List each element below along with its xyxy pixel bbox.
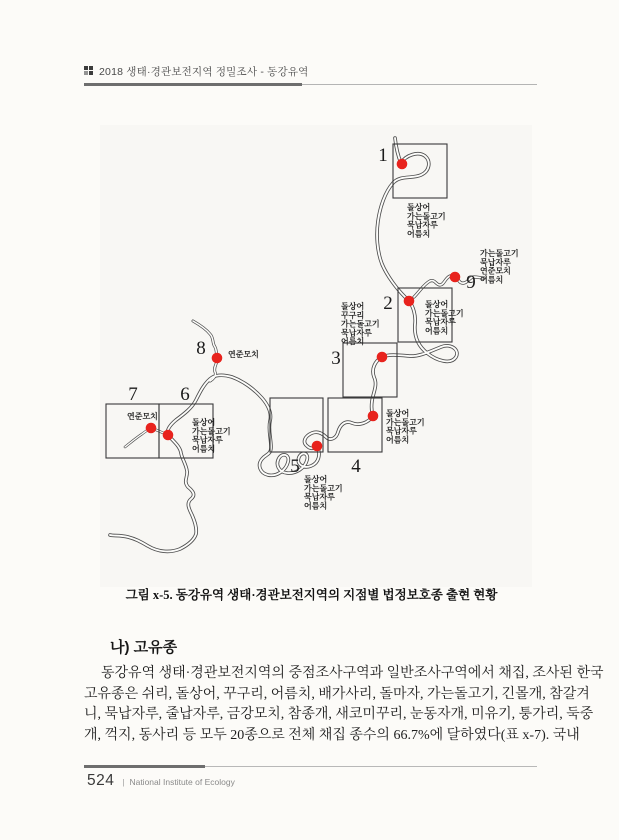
species-label-9: 가는돌고기 — [480, 249, 519, 258]
species-label-5: 어름치 — [304, 501, 328, 511]
species-label-6: 어름치 — [192, 444, 216, 454]
site-number-6: 6 — [180, 384, 190, 405]
site-dot-9 — [450, 272, 461, 283]
site-dot-8 — [212, 353, 223, 364]
species-label-7: 연준모치 — [127, 412, 158, 421]
paragraph-line: 동강유역 생태·경관보전지역의 중점조사구역과 일반조사구역에서 채집, 조사된 한국 — [101, 666, 604, 681]
paragraph-line: 고유종은 쉬리, 돌상어, 꾸구리, 어름치, 배가사리, 돌마자, 가는돌고기, 긴몰개, 참갈겨 — [84, 686, 590, 702]
site-number-9: 9 — [466, 272, 476, 293]
species-label-8: 연준모치 — [228, 350, 259, 359]
species-label-1: 가는돌고기 — [407, 211, 446, 221]
species-label-6: 돌상어 — [192, 418, 216, 427]
footer-rule-dark — [84, 765, 205, 768]
footer-separator: | — [122, 778, 125, 787]
species-label-2: 가는돌고기 — [425, 308, 464, 318]
site-dot-5 — [312, 441, 323, 452]
site-number-5: 5 — [290, 456, 300, 477]
site-dot-1 — [397, 159, 408, 170]
species-label-1: 묵납자루 — [407, 220, 438, 230]
site-number-2: 2 — [383, 293, 393, 314]
body-paragraph — [84, 664, 604, 746]
paragraph-line: 니, 묵납자루, 줄납자루, 금강모치, 참종개, 새코미꾸리, 눈동자개, 미유기, 퉁가리, 둑중 — [84, 707, 594, 723]
species-label-9: 어름치 — [480, 275, 504, 285]
species-label-3: 가는돌고기 — [341, 319, 380, 329]
section-heading: 나) 고유종 — [110, 639, 178, 656]
site-dot-3 — [377, 352, 388, 363]
page-number: 524 — [87, 772, 115, 789]
species-label-9: 묵납자루 — [480, 257, 511, 267]
site-dot-4 — [368, 411, 379, 422]
paragraph-line: 개, 꺽지, 동사리 등 모두 20종으로 전체 채집 종수의 66.7%에 달하였다(표 x-7). 국내 — [84, 727, 580, 743]
header-rule-dark — [84, 83, 302, 86]
site-number-1: 1 — [378, 145, 388, 166]
dots-grid-icon — [84, 66, 93, 75]
site-number-8: 8 — [196, 338, 206, 359]
species-label-3: 묵납자루 — [341, 328, 372, 338]
species-label-4: 돌상어 — [386, 409, 410, 418]
map-svg — [100, 125, 532, 587]
map-background — [100, 125, 532, 587]
site-dot-2 — [404, 296, 415, 307]
institute-name: National Institute of Ecology — [129, 777, 235, 787]
footer — [87, 772, 235, 790]
species-label-2: 어름치 — [425, 326, 449, 336]
species-label-6: 가는돌고기 — [192, 426, 231, 436]
header-rule-light — [302, 84, 537, 85]
species-label-3: 돌상어 — [341, 302, 365, 311]
species-label-5: 가는돌고기 — [304, 483, 343, 493]
site-dot-6 — [163, 430, 174, 441]
species-label-5: 묵납자루 — [304, 492, 335, 502]
species-label-2: 돌상어 — [425, 300, 449, 309]
species-label-3: 어름치 — [341, 337, 365, 347]
species-label-5: 돌상어 — [304, 475, 328, 484]
site-number-4: 4 — [351, 456, 361, 477]
species-label-1: 어름치 — [407, 229, 431, 239]
species-label-6: 묵납자루 — [192, 435, 223, 445]
species-label-4: 어름치 — [386, 435, 410, 445]
figure-caption: 그림 x-5. 동강유역 생태·경관보전지역의 지점별 법정보호종 출현 현황 — [125, 588, 498, 602]
species-label-3: 꾸구리 — [341, 310, 365, 320]
site-number-7: 7 — [128, 384, 138, 405]
species-label-1: 돌상어 — [407, 203, 431, 212]
running-header: 2018 생태·경관보전지역 정밀조사 - 동강유역 — [99, 66, 309, 78]
site-number-3: 3 — [331, 348, 341, 369]
species-label-9: 연준모치 — [480, 266, 511, 276]
species-label-2: 묵납자루 — [425, 317, 456, 327]
species-label-4: 묵납자루 — [386, 426, 417, 436]
species-label-4: 가는돌고기 — [386, 417, 425, 427]
site-dot-7 — [146, 423, 157, 434]
footer-rule-light — [205, 766, 537, 767]
